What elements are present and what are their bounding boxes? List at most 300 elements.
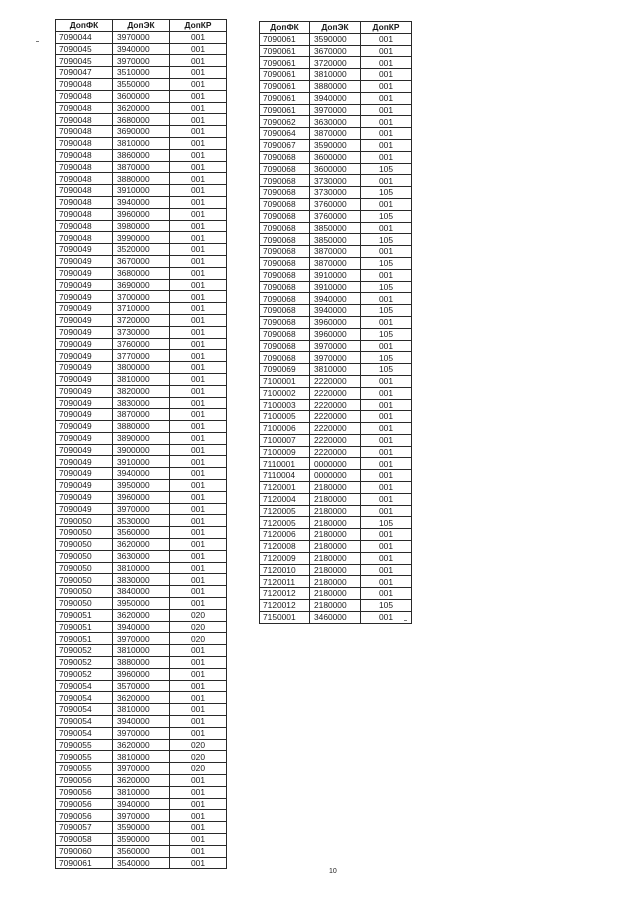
- table-row: [56, 480, 227, 492]
- dopkr-cell: 020: [170, 621, 227, 633]
- table-row: [56, 645, 227, 657]
- dopfk-cell: 7090068: [260, 234, 310, 246]
- dopfk-cell: 7090049: [56, 444, 113, 456]
- dopfk-cell: 7110004: [260, 470, 310, 482]
- dopek-cell: 3710000: [113, 303, 170, 315]
- dopek-cell: 3810000: [113, 562, 170, 574]
- dopkr-cell: 001: [170, 31, 227, 43]
- table-row: [56, 338, 227, 350]
- dopek-cell: 3670000: [310, 45, 361, 57]
- dopek-cell: 3800000: [113, 362, 170, 374]
- dopek-cell: 3880000: [113, 173, 170, 185]
- dopek-cell: 3990000: [113, 232, 170, 244]
- table-row: [56, 196, 227, 208]
- dopfk-cell: 7090054: [56, 704, 113, 716]
- dopfk-cell: 7100009: [260, 446, 310, 458]
- table-row: [260, 552, 412, 564]
- dopfk-cell: 7090049: [56, 255, 113, 267]
- dopkr-cell: 001: [361, 493, 412, 505]
- dopek-cell: 3690000: [113, 279, 170, 291]
- table-row: [56, 739, 227, 751]
- dopfk-cell: 7090048: [56, 126, 113, 138]
- dopfk-cell: 7090060: [56, 845, 113, 857]
- dopkr-cell: 001: [170, 161, 227, 173]
- dopkr-cell: 001: [170, 114, 227, 126]
- dopfk-cell: 7090048: [56, 102, 113, 114]
- dopkr-cell: 001: [170, 668, 227, 680]
- dopkr-cell: 001: [170, 255, 227, 267]
- dopek-cell: 3730000: [310, 175, 361, 187]
- table-row: [56, 185, 227, 197]
- table-row: [56, 562, 227, 574]
- dopek-cell: 3960000: [310, 316, 361, 328]
- dopkr-cell: 001: [170, 244, 227, 256]
- table-row: [260, 198, 412, 210]
- dopek-cell: 2220000: [310, 399, 361, 411]
- dopfk-cell: 7090068: [260, 198, 310, 210]
- dopfk-cell: 7100001: [260, 375, 310, 387]
- dopkr-cell: 001: [170, 680, 227, 692]
- table-row: [260, 234, 412, 246]
- dopek-cell: 3690000: [113, 126, 170, 138]
- table-row: [260, 269, 412, 281]
- dopkr-cell: 001: [170, 775, 227, 787]
- table-row: [260, 340, 412, 352]
- table-row: [56, 102, 227, 114]
- dopfk-cell: 7090064: [260, 128, 310, 140]
- table-row: [260, 139, 412, 151]
- table-row: [260, 611, 412, 623]
- dopkr-cell: 001: [170, 491, 227, 503]
- dopek-cell: 3630000: [310, 116, 361, 128]
- table-row: [56, 833, 227, 845]
- dopfk-cell: 7090048: [56, 90, 113, 102]
- dopfk-cell: 7090050: [56, 586, 113, 598]
- dopfk-cell: 7090051: [56, 621, 113, 633]
- header-dopkr: ДопКР: [170, 20, 227, 32]
- dopek-cell: 3620000: [113, 609, 170, 621]
- header-dopek: ДопЭК: [310, 22, 361, 34]
- table-row: [260, 399, 412, 411]
- table-row: [260, 600, 412, 612]
- dopek-cell: 2180000: [310, 564, 361, 576]
- dopfk-cell: 7090049: [56, 468, 113, 480]
- table-row: [56, 539, 227, 551]
- table-row: [260, 187, 412, 199]
- dopfk-cell: 7090048: [56, 208, 113, 220]
- dopek-cell: 3910000: [113, 456, 170, 468]
- dopfk-cell: 7090049: [56, 385, 113, 397]
- dopfk-cell: 7090052: [56, 645, 113, 657]
- dopek-cell: 3590000: [310, 33, 361, 45]
- table-row: [56, 822, 227, 834]
- dopkr-cell: 001: [170, 362, 227, 374]
- dopkr-cell: 001: [361, 446, 412, 458]
- dopkr-cell: 001: [170, 409, 227, 421]
- table-row: [260, 257, 412, 269]
- dopek-cell: 2180000: [310, 493, 361, 505]
- dopek-cell: 3980000: [113, 220, 170, 232]
- dopfk-cell: 7120005: [260, 517, 310, 529]
- dopkr-cell: 001: [170, 90, 227, 102]
- dopek-cell: 3970000: [310, 340, 361, 352]
- dopkr-cell: 020: [170, 751, 227, 763]
- dopek-cell: 3970000: [310, 104, 361, 116]
- dopfk-cell: 7100005: [260, 411, 310, 423]
- dopfk-cell: 7090055: [56, 763, 113, 775]
- dopfk-cell: 7090061: [260, 45, 310, 57]
- table-row: [260, 541, 412, 553]
- dopfk-cell: 7090068: [260, 246, 310, 258]
- dopek-cell: 3810000: [113, 704, 170, 716]
- dopkr-cell: 020: [170, 633, 227, 645]
- dopkr-cell: 001: [361, 269, 412, 281]
- dopfk-cell: 7150001: [260, 611, 310, 623]
- dopkr-cell: 001: [361, 198, 412, 210]
- dopkr-cell: 001: [170, 173, 227, 185]
- table-row: [56, 67, 227, 79]
- dopkr-cell: 001: [361, 505, 412, 517]
- dopkr-cell: 001: [170, 574, 227, 586]
- table-row: [260, 505, 412, 517]
- table-row: [56, 586, 227, 598]
- dopek-cell: 2180000: [310, 541, 361, 553]
- dopek-cell: 3510000: [113, 67, 170, 79]
- dopek-cell: 3940000: [310, 305, 361, 317]
- dopkr-cell: 001: [361, 116, 412, 128]
- table-row: [56, 126, 227, 138]
- dopfk-cell: 7120009: [260, 552, 310, 564]
- table-row: [56, 303, 227, 315]
- dopfk-cell: 7090050: [56, 550, 113, 562]
- table-row: [260, 116, 412, 128]
- table-row: [260, 163, 412, 175]
- table-row: [56, 421, 227, 433]
- dopfk-cell: 7090061: [260, 69, 310, 81]
- table-row: [56, 515, 227, 527]
- dopek-cell: 3460000: [310, 611, 361, 623]
- dopfk-cell: 7090049: [56, 432, 113, 444]
- dopek-cell: 3970000: [310, 352, 361, 364]
- table-row: [260, 529, 412, 541]
- dopfk-cell: 7090057: [56, 822, 113, 834]
- table-row: [260, 564, 412, 576]
- dopek-cell: 3520000: [113, 244, 170, 256]
- table-row: [56, 208, 227, 220]
- dopek-cell: 3810000: [113, 751, 170, 763]
- table-row: [56, 716, 227, 728]
- dopek-cell: 3590000: [113, 822, 170, 834]
- table-row: [56, 90, 227, 102]
- dopfk-cell: 7090048: [56, 149, 113, 161]
- dopfk-cell: 7090062: [260, 116, 310, 128]
- dopfk-cell: 7090050: [56, 598, 113, 610]
- dopfk-cell: 7100007: [260, 434, 310, 446]
- dopfk-cell: 7090049: [56, 314, 113, 326]
- dopfk-cell: 7120011: [260, 576, 310, 588]
- dopkr-cell: 001: [170, 468, 227, 480]
- dopek-cell: 0000000: [310, 458, 361, 470]
- dopfk-cell: 7090048: [56, 78, 113, 90]
- dopkr-cell: 001: [170, 373, 227, 385]
- dopkr-cell: 001: [170, 137, 227, 149]
- dopek-cell: 2180000: [310, 529, 361, 541]
- dopfk-cell: 7100002: [260, 387, 310, 399]
- dopkr-cell: 001: [361, 470, 412, 482]
- dopkr-cell: 001: [170, 845, 227, 857]
- dopek-cell: 3900000: [113, 444, 170, 456]
- dopkr-cell: 001: [170, 78, 227, 90]
- dopek-cell: 3620000: [113, 739, 170, 751]
- dopek-cell: 2180000: [310, 505, 361, 517]
- dopfk-cell: 7090068: [260, 175, 310, 187]
- dopfk-cell: 7120008: [260, 541, 310, 553]
- dopek-cell: 3830000: [113, 397, 170, 409]
- table-row: [56, 810, 227, 822]
- dopfk-cell: 7090061: [260, 104, 310, 116]
- table-row: [260, 364, 412, 376]
- dopkr-cell: 001: [361, 175, 412, 187]
- table-row: [56, 727, 227, 739]
- dopkr-cell: 001: [361, 222, 412, 234]
- table-row: [56, 279, 227, 291]
- dopfk-cell: 7090068: [260, 163, 310, 175]
- dopek-cell: 3590000: [113, 833, 170, 845]
- dopkr-cell: 001: [170, 692, 227, 704]
- table-row: [260, 411, 412, 423]
- dopek-cell: 3940000: [310, 92, 361, 104]
- dopek-cell: 3860000: [113, 149, 170, 161]
- table-row: [260, 328, 412, 340]
- dopfk-cell: 7090056: [56, 798, 113, 810]
- dopfk-cell: 7090050: [56, 574, 113, 586]
- dopkr-cell: 001: [170, 432, 227, 444]
- page-number: 10: [329, 868, 337, 875]
- dopfk-cell: 7090049: [56, 338, 113, 350]
- dopkr-cell: 105: [361, 210, 412, 222]
- dopkr-cell: 105: [361, 257, 412, 269]
- dopek-cell: 3760000: [310, 210, 361, 222]
- table-row: [260, 128, 412, 140]
- dopfk-cell: 7120004: [260, 493, 310, 505]
- dopfk-cell: 7090054: [56, 716, 113, 728]
- dopkr-cell: 001: [170, 798, 227, 810]
- dopfk-cell: 7090056: [56, 810, 113, 822]
- dopek-cell: 3620000: [113, 539, 170, 551]
- dopfk-cell: 7090068: [260, 293, 310, 305]
- dopfk-cell: 7090050: [56, 515, 113, 527]
- dopkr-cell: 001: [170, 539, 227, 551]
- dopek-cell: 3970000: [113, 727, 170, 739]
- dopek-cell: 3810000: [113, 373, 170, 385]
- table-row: [56, 291, 227, 303]
- table-row: [56, 432, 227, 444]
- dopkr-cell: 001: [170, 338, 227, 350]
- dopfk-cell: 7090067: [260, 139, 310, 151]
- dopek-cell: 3890000: [113, 432, 170, 444]
- table-row: [56, 114, 227, 126]
- dopkr-cell: 001: [361, 104, 412, 116]
- table-row: [56, 527, 227, 539]
- table-row: [56, 657, 227, 669]
- dopfk-cell: 7090049: [56, 244, 113, 256]
- dopkr-cell: 001: [170, 550, 227, 562]
- dopek-cell: 3810000: [310, 69, 361, 81]
- dopfk-cell: 7090068: [260, 305, 310, 317]
- dopek-cell: 2220000: [310, 411, 361, 423]
- dopek-cell: 3940000: [113, 43, 170, 55]
- dopfk-cell: 7090047: [56, 67, 113, 79]
- dopfk-cell: 7090045: [56, 43, 113, 55]
- table-row: [56, 326, 227, 338]
- dopfk-cell: 7090049: [56, 291, 113, 303]
- dopkr-cell: 001: [170, 503, 227, 515]
- dopkr-cell: 001: [170, 786, 227, 798]
- table-row: [260, 33, 412, 45]
- table-row: [260, 293, 412, 305]
- dopek-cell: 3840000: [113, 586, 170, 598]
- dopfk-cell: 7090049: [56, 326, 113, 338]
- dopkr-cell: 001: [170, 527, 227, 539]
- dopek-cell: 3970000: [113, 633, 170, 645]
- scan-speck: [36, 41, 39, 42]
- dopkr-cell: 105: [361, 517, 412, 529]
- dopfk-cell: 7090068: [260, 328, 310, 340]
- dopek-cell: 3940000: [113, 716, 170, 728]
- dopfk-cell: 7120012: [260, 600, 310, 612]
- dopkr-cell: 001: [361, 128, 412, 140]
- dopkr-cell: 001: [170, 598, 227, 610]
- dopek-cell: 3940000: [310, 293, 361, 305]
- dopkr-cell: 001: [361, 57, 412, 69]
- dopfk-cell: 7100003: [260, 399, 310, 411]
- dopfk-cell: 7090049: [56, 267, 113, 279]
- dopfk-cell: 7120010: [260, 564, 310, 576]
- table-row: [56, 55, 227, 67]
- dopfk-cell: 7090056: [56, 775, 113, 787]
- dopek-cell: 3850000: [310, 222, 361, 234]
- dopkr-cell: 105: [361, 328, 412, 340]
- dopek-cell: 3870000: [113, 161, 170, 173]
- left-table-header: [56, 20, 227, 32]
- dopek-cell: 2180000: [310, 600, 361, 612]
- table-row: [260, 104, 412, 116]
- dopfk-cell: 7090049: [56, 350, 113, 362]
- table-row: [56, 373, 227, 385]
- dopkr-cell: 001: [170, 645, 227, 657]
- dopek-cell: 3940000: [113, 621, 170, 633]
- table-row: [56, 314, 227, 326]
- table-row: [56, 43, 227, 55]
- table-row: [260, 352, 412, 364]
- dopfk-cell: 7090054: [56, 692, 113, 704]
- dopek-cell: 3550000: [113, 78, 170, 90]
- dopkr-cell: 001: [170, 350, 227, 362]
- dopek-cell: 3880000: [113, 421, 170, 433]
- dopek-cell: 3870000: [113, 409, 170, 421]
- table-row: [260, 175, 412, 187]
- dopfk-cell: 7090049: [56, 456, 113, 468]
- dopfk-cell: 7090068: [260, 210, 310, 222]
- dopkr-cell: 001: [361, 92, 412, 104]
- table-row: [56, 456, 227, 468]
- dopek-cell: 3620000: [113, 692, 170, 704]
- dopek-cell: 3770000: [113, 350, 170, 362]
- dopkr-cell: 105: [361, 600, 412, 612]
- dopfk-cell: 7090068: [260, 257, 310, 269]
- dopkr-cell: 001: [170, 480, 227, 492]
- dopkr-cell: 001: [361, 411, 412, 423]
- dopek-cell: 3870000: [310, 257, 361, 269]
- table-row: [260, 434, 412, 446]
- dopek-cell: 3960000: [113, 491, 170, 503]
- table-row: [56, 31, 227, 43]
- dopfk-cell: 7090049: [56, 421, 113, 433]
- dopfk-cell: 7090068: [260, 281, 310, 293]
- table-row: [260, 151, 412, 163]
- dopfk-cell: 7120001: [260, 482, 310, 494]
- dopek-cell: 3910000: [310, 281, 361, 293]
- dopfk-cell: 7090068: [260, 340, 310, 352]
- dopkr-cell: 001: [170, 208, 227, 220]
- dopkr-cell: 105: [361, 352, 412, 364]
- dopkr-cell: 001: [170, 67, 227, 79]
- dopfk-cell: 7090061: [56, 857, 113, 869]
- dopkr-cell: 001: [361, 139, 412, 151]
- dopfk-cell: 7090049: [56, 362, 113, 374]
- table-row: [56, 78, 227, 90]
- dopfk-cell: 7090048: [56, 196, 113, 208]
- dopek-cell: 3680000: [113, 114, 170, 126]
- dopkr-cell: 001: [170, 126, 227, 138]
- dopfk-cell: 7090055: [56, 739, 113, 751]
- dopfk-cell: 7100006: [260, 423, 310, 435]
- dopek-cell: 3940000: [113, 798, 170, 810]
- dopfk-cell: 7090052: [56, 657, 113, 669]
- dopek-cell: 3680000: [113, 267, 170, 279]
- dopek-cell: 3670000: [113, 255, 170, 267]
- dopek-cell: 3870000: [310, 128, 361, 140]
- dopkr-cell: 105: [361, 234, 412, 246]
- dopfk-cell: 7090056: [56, 786, 113, 798]
- dopek-cell: 3950000: [113, 598, 170, 610]
- dopek-cell: 3760000: [310, 198, 361, 210]
- dopkr-cell: 001: [361, 316, 412, 328]
- dopkr-cell: 001: [361, 529, 412, 541]
- dopkr-cell: 001: [170, 326, 227, 338]
- table-row: [260, 375, 412, 387]
- dopkr-cell: 001: [170, 232, 227, 244]
- dopek-cell: 3560000: [113, 845, 170, 857]
- dopkr-cell: 001: [170, 456, 227, 468]
- table-row: [56, 668, 227, 680]
- dopkr-cell: 001: [170, 291, 227, 303]
- dopfk-cell: 7090061: [260, 57, 310, 69]
- table-row: [56, 244, 227, 256]
- dopfk-cell: 7090050: [56, 539, 113, 551]
- dopfk-cell: 7090049: [56, 303, 113, 315]
- dopkr-cell: 001: [361, 611, 412, 623]
- dopfk-cell: 7090045: [56, 55, 113, 67]
- dopfk-cell: 7090048: [56, 220, 113, 232]
- dopfk-cell: 7090050: [56, 562, 113, 574]
- right-codes-table: [259, 21, 412, 624]
- table-row: [56, 385, 227, 397]
- dopkr-cell: 001: [170, 857, 227, 869]
- header-dopfk: ДопФК: [56, 20, 113, 32]
- dopek-cell: 3720000: [113, 314, 170, 326]
- dopfk-cell: 7090049: [56, 491, 113, 503]
